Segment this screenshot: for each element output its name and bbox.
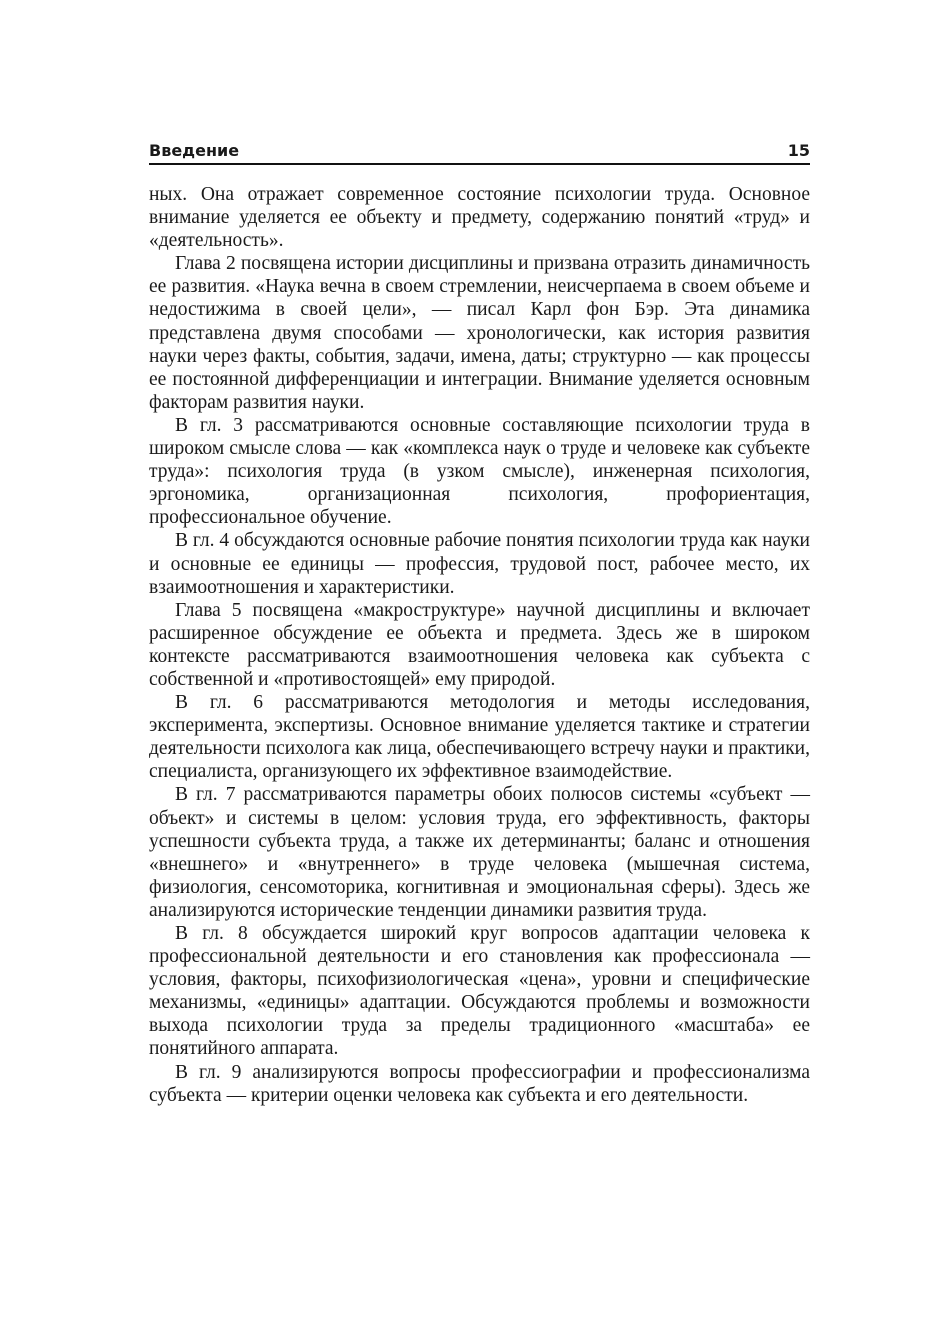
section-title: Введение bbox=[149, 141, 240, 160]
paragraph-chapter-9: В гл. 9 анализируются вопросы профессиографии и профессионализма субъекта — критерии оценки человека как субъекта и его деятельности. bbox=[149, 1061, 810, 1106]
page-number: 15 bbox=[787, 141, 810, 160]
paragraph-chapter-3: В гл. 3 рассматриваются основные составляющие психологии труда в широком смысле слова — как «комплекса наук о труде и человеке как субъекте труда»: психология труда (в узком смысле), инженерная психология, эргономика, организационная психология, профориентация, профессиональное обучение. bbox=[149, 414, 810, 529]
paragraph-continuation: ных. Она отражает современное состояние психологии труда. Основное внимание уделяется ее объекту и предмету, содержанию понятий «труд» и «деятельность». bbox=[149, 184, 810, 252]
paragraph-chapter-2: Глава 2 посвящена истории дисциплины и призвана отразить динамичность ее развития. «Наука вечна в своем стремлении, неисчерпаема в своем объеме и недостижима в своей цели», — писал Карл фон Бэр. Эта динамика представлена двумя способами — хронологически, как история развития науки через факты, события, задачи, имена, даты; структурно — как процессы ее постоянной дифференциации и интеграции. Внимание уделяется основным факторам развития науки. bbox=[149, 253, 810, 413]
paragraph-chapter-6: В гл. 6 рассматриваются методология и методы исследования, эксперимента, экспертизы. Основное внимание уделяется тактике и стратегии деятельности психолога как лица, обеспечивающего встречу науки и практики, специалиста, организующего их эффективное взаимодействие. bbox=[149, 692, 810, 783]
paragraph-chapter-7: В гл. 7 рассматриваются параметры обоих полюсов системы «субъект — объект» и системы в целом: условия труда, его эффективность, факторы успешности субъекта труда, а также их детерминанты; баланс и отношения «внешнего» и «внутреннего» в труде человека (мышечная система, физиология, сенсомоторика, когнитивная и эмоциональная сферы). Здесь же анализируются исторические тенденции динамики развития труда. bbox=[149, 784, 810, 921]
running-header bbox=[149, 141, 810, 165]
body-text bbox=[149, 183, 810, 1107]
paragraph-chapter-8: В гл. 8 обсуждается широкий круг вопросов адаптации человека к профессиональной деятельности и его становления как профессионала — условия, факторы, психофизиологическая «цена», уровни и специфические механизмы, «единицы» адаптации. Обсуждаются проблемы и возможности выхода психологии труда за пределы традиционного «масштаба» ее понятийного аппарата. bbox=[149, 923, 810, 1060]
paragraph-chapter-5: Глава 5 посвящена «макроструктуре» научной дисциплины и включает расширенное обсуждение ее объекта и предмета. Здесь же в широком контексте рассматриваются взаимоотношения человека как субъекта с собственной и «противостоящей» ему природой. bbox=[149, 599, 810, 690]
paragraph-chapter-4: В гл. 4 обсуждаются основные рабочие понятия психологии труда как науки и основные ее единицы — профессия, трудовой пост, рабочее место, их взаимоотношения и характеристики. bbox=[149, 530, 810, 598]
